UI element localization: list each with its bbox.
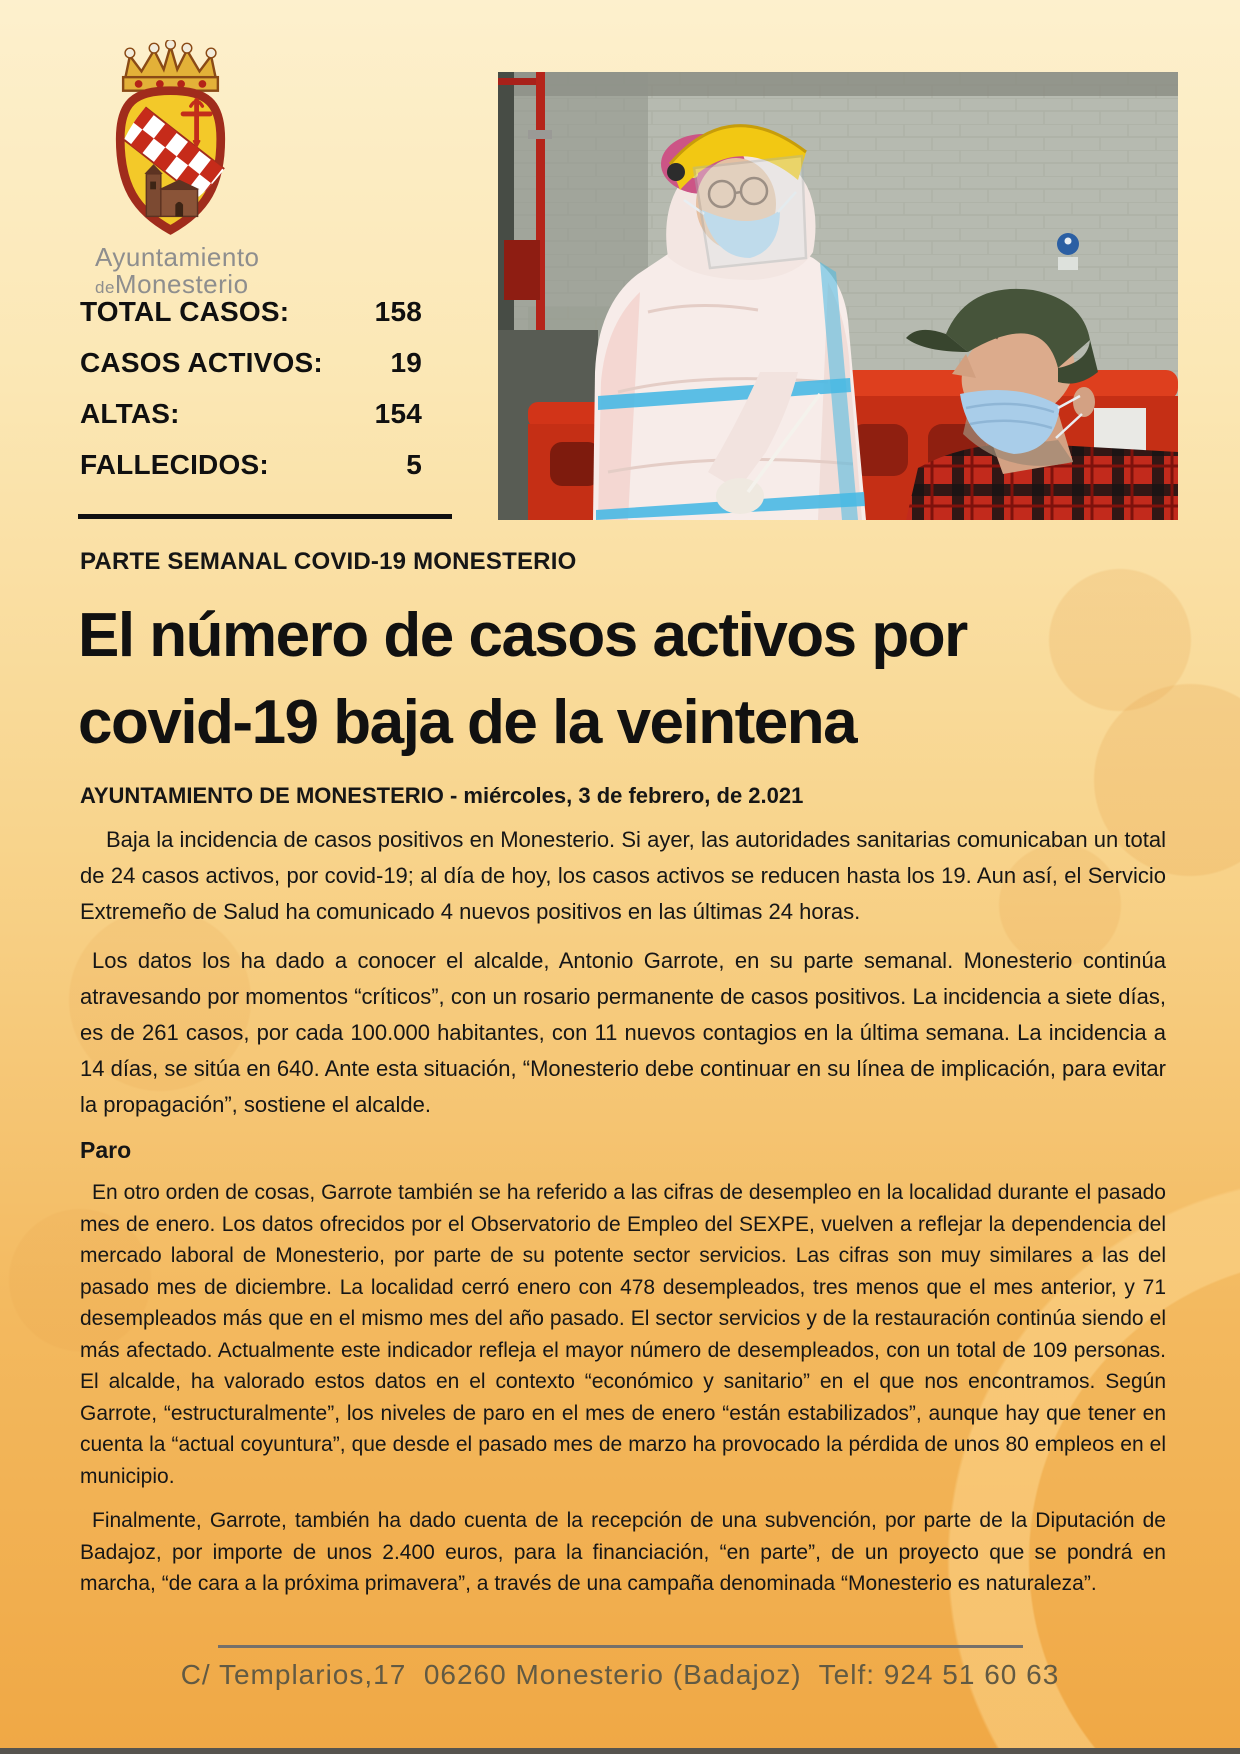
crown bbox=[123, 40, 218, 91]
headline-line2: covid-19 baja de la veintena bbox=[78, 688, 857, 757]
stat-label: CASOS ACTIVOS: bbox=[80, 347, 323, 378]
stat-row-active bbox=[80, 347, 422, 398]
stat-value: 154 bbox=[374, 398, 422, 429]
article-paragraph: Baja la incidencia de casos positivos en Monesterio. Si ayer, las autoridades sanitarias comunicaban un total de 24 casos activos, por covid-19; al día de hoy, los casos activos se reducen hasta los 19. Aun así, el Servicio Extremeño de Salud ha comunicado 4 nuevos positivos en las últimas 24 horas. bbox=[80, 827, 1166, 924]
headline-line1: El número de casos activos por bbox=[78, 601, 967, 670]
article-dateline: AYUNTAMIENTO DE MONESTERIO - miércoles, 3 de febrero, de 2.021 bbox=[80, 783, 804, 808]
article-headline bbox=[78, 592, 1166, 766]
page-footer bbox=[0, 1645, 1240, 1691]
logo-org-line1: Ayuntamiento bbox=[95, 242, 260, 272]
article-kicker: PARTE SEMANAL COVID-19 MONESTERIO bbox=[80, 548, 577, 575]
covid-swab-test-photo bbox=[498, 72, 1178, 520]
stat-label: ALTAS: bbox=[80, 398, 180, 429]
article bbox=[80, 548, 1166, 1600]
shield bbox=[119, 91, 234, 230]
footer-divider-line bbox=[218, 1645, 1023, 1648]
footer-contact: C/ Templarios,17 06260 Monesterio (Badajoz) Telf: 924 51 60 63 bbox=[180, 1659, 1060, 1690]
article-paragraph: En otro orden de cosas, Garrote también se ha referido a las cifras de desempleo en la localidad durante el pasado mes de enero. Los datos ofrecidos por el Observatorio de Empleo del SEXPE, vuelven a reflejar la dependencia del mercado laboral de Monesterio, por parte de su potente sector servicios. Las cifras son muy similares a las del pasado mes de diciembre. La localidad cerró enero con 478 desempleados, tres menos que el mes anterior, y 71 desempleados más que en el mismo mes del año pasado. El sector servicios y de la restauración continúa siendo el más afectado. Actualmente este indicador refleja el mayor número de desempleados, con un total de 109 personas. El alcalde, ha valorado estos datos en el contexto “económico y sanitario” en el que nos encontramos. Según Garrote, “estructuralmente”, los niveles de paro en el mes de enero “están estabilizados”, aunque hay que tener en cuenta la “actual coyuntura”, que desde el pasado mes de marzo ha provocado la pérdida de unos 80 empleos en el municipio. bbox=[80, 1181, 1166, 1488]
logo-org-line2-name: Monesterio bbox=[114, 269, 249, 300]
logo-org-line2-prefix: de bbox=[95, 278, 115, 298]
stat-value: 19 bbox=[390, 347, 422, 378]
stat-value: 5 bbox=[406, 449, 422, 480]
stat-row-deceased bbox=[80, 449, 422, 500]
divider-line bbox=[78, 514, 452, 519]
town-crest-logo bbox=[95, 40, 260, 300]
stat-label: FALLECIDOS: bbox=[80, 449, 269, 480]
logo-org-line2 bbox=[95, 269, 249, 300]
stat-value: 158 bbox=[374, 296, 422, 327]
covid-stats-table bbox=[80, 296, 422, 500]
page-bottom-edge bbox=[0, 1748, 1240, 1754]
stat-row-total bbox=[80, 296, 422, 347]
stat-label: TOTAL CASOS: bbox=[80, 296, 290, 327]
covid-swab-test-illustration bbox=[498, 72, 1178, 520]
article-paragraph: Los datos los ha dado a conocer el alcalde, Antonio Garrote, en su parte semanal. Monesterio continúa atravesando por momentos “críticos”, con un rosario permanente de casos positivos. La incidencia a siete días, es de 261 casos, por cada 100.000 habitantes, con 11 nuevos contagios en la última semana. La incidencia a 14 días, se sitúa en 640. Ante esta situación, “Monesterio debe continuar en su línea de implicación, para evitar la propagación”, sostiene el alcalde. bbox=[80, 948, 1166, 1117]
coat-of-arms-icon bbox=[98, 40, 243, 240]
stat-row-recovered bbox=[80, 398, 422, 449]
article-paragraph: Finalmente, Garrote, también ha dado cuenta de la recepción de una subvención, por parte de la Diputación de Badajoz, por importe de unos 2.400 euros, para la financiación, “en parte”, de un proyecto que se pondrá en marcha, “de cara a la próxima primavera”, a través de una campaña denominada “Monesterio es naturaleza”. bbox=[80, 1509, 1166, 1595]
article-subheading: Paro bbox=[80, 1137, 132, 1163]
logo-text bbox=[95, 242, 260, 300]
